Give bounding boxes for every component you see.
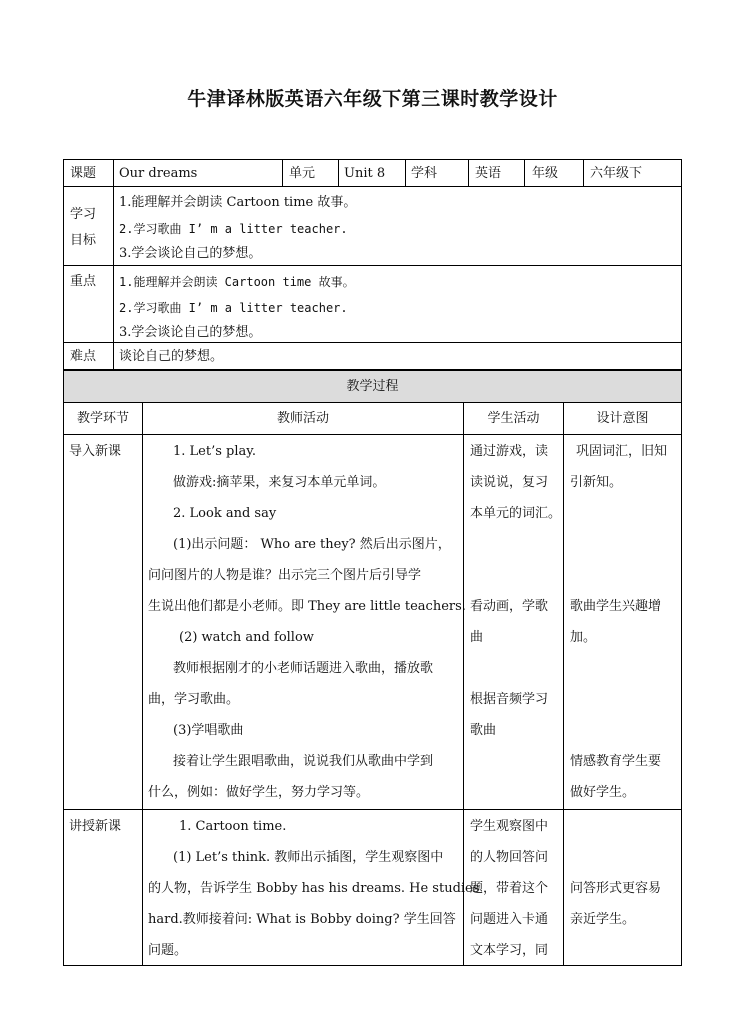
student-line: 本单元的词汇。 (470, 506, 562, 521)
cell-key-points (113, 265, 682, 343)
label-objectives-2: 目标 (70, 233, 97, 248)
student-activity-cell (463, 434, 564, 810)
topic-value: Our dreams (119, 166, 198, 181)
cell-label-key-points (63, 265, 114, 343)
label-objectives-1: 学习 (70, 207, 97, 222)
objective-item: 3.学会谈论自己的梦想。 (119, 246, 262, 261)
student-activity-cell (463, 809, 564, 966)
key-point-item: 3.学会谈论自己的梦想。 (119, 325, 262, 340)
teacher-line: 什么，例如：做好学生，努力学习等。 (148, 785, 370, 800)
stage-label: 导入新课 (69, 444, 122, 459)
teacher-line: 2. Look and say (173, 506, 277, 521)
cell-label-unit (282, 159, 339, 187)
cell-label-topic (63, 159, 114, 187)
intent-line: 歌曲学生兴趣增 (570, 599, 662, 614)
objective-item: 2.学习歌曲 I’ m a litter teacher. (119, 222, 348, 236)
key-point-item: 2.学习歌曲 I’ m a litter teacher. (119, 301, 348, 315)
intent-line: 亲近学生。 (570, 912, 636, 927)
stage-label: 讲授新课 (69, 819, 122, 834)
design-intent-cell (563, 434, 682, 810)
header-student-text: 学生活动 (487, 411, 540, 426)
teacher-line: hard.教师接着问: What is Bobby doing? 学生回答 (148, 912, 456, 927)
objective-item: 1.能理解并会朗读 Cartoon time 故事。 (119, 195, 357, 210)
teacher-activity-cell (142, 809, 480, 966)
cell-difficulty (113, 342, 682, 370)
teacher-line: 1. Let’s play. (173, 444, 257, 459)
process-banner (63, 370, 682, 403)
teacher-line: (1)出示问题： Who are they? 然后出示图片， (173, 537, 451, 552)
cell-objectives (113, 186, 682, 266)
header-teacher (142, 402, 464, 435)
teacher-line: 问问图片的人物是谁？出示完三个图片后引导学 (148, 568, 422, 583)
student-line: 学生观察图中 (470, 819, 549, 834)
cell-label-difficulty (63, 342, 114, 370)
student-line: 歌曲 (470, 723, 497, 738)
intent-line: 加。 (570, 630, 597, 645)
intent-line: 问答形式更容易 (570, 881, 662, 896)
header-stage-text: 教学环节 (76, 411, 129, 426)
teacher-line: 生说出他们都是小老师。即 They are little teachers. (148, 599, 466, 614)
grade-value: 六年级下 (590, 166, 643, 181)
cell-label-objectives (63, 186, 114, 266)
label-key-points: 重点 (70, 274, 97, 289)
student-line: 的人物回答问 (470, 850, 549, 865)
page-title: 牛津译林版英语六年级下第三课时教学设计 (187, 88, 558, 110)
teacher-line: 的人物，告诉学生 Bobby has his dreams. He studies (148, 881, 480, 896)
student-line: 根据音频学习 (470, 692, 549, 707)
label-grade: 年级 (532, 166, 559, 181)
teacher-line: 1. Cartoon time. (179, 819, 287, 834)
cell-label-subject (405, 159, 469, 187)
label-subject: 学科 (411, 166, 438, 181)
teacher-line: 曲，学习歌曲。 (148, 692, 240, 707)
student-line: 题，带着这个 (470, 881, 549, 896)
unit-value: Unit 8 (344, 166, 386, 181)
label-unit: 单元 (289, 166, 316, 181)
intent-line: 做好学生。 (570, 785, 636, 800)
teacher-line: 问题。 (148, 943, 188, 958)
student-line: 看动画，学歌 (470, 599, 549, 614)
cell-topic (113, 159, 283, 187)
cell-grade (583, 159, 682, 187)
difficulty-text: 谈论自己的梦想。 (119, 349, 224, 364)
teacher-line: 教师根据刚才的小老师话题进入歌曲，播放歌 (173, 661, 434, 676)
header-intent-text: 设计意图 (596, 411, 649, 426)
stage-cell (63, 809, 143, 966)
stage-cell (63, 434, 143, 810)
student-line: 文本学习，同 (470, 943, 549, 958)
header-stage (63, 402, 143, 435)
key-point-item: 1.能理解并会朗读 Cartoon time 故事。 (119, 275, 355, 289)
student-line: 读说说，复习 (470, 475, 549, 490)
label-difficulty: 难点 (70, 349, 97, 364)
student-line: 曲 (470, 630, 484, 645)
teacher-line: (2) watch and follow (179, 630, 314, 645)
teacher-line: (1) Let’s think. 教师出示插图，学生观察图中 (173, 850, 444, 865)
header-intent (563, 402, 682, 435)
student-line: 通过游戏，读 (470, 444, 549, 459)
teacher-line: 做游戏:摘苹果，来复习本单元单词。 (173, 475, 386, 490)
process-banner-text: 教学过程 (346, 379, 399, 394)
label-topic: 课题 (70, 166, 97, 181)
cell-label-grade (524, 159, 584, 187)
student-line: 问题进入卡通 (470, 912, 549, 927)
intent-line: 巩固词汇，旧知 (576, 444, 668, 459)
cell-subject (468, 159, 525, 187)
intent-line: 引新知。 (570, 475, 623, 490)
teacher-line: (3)学唱歌曲 (173, 723, 244, 738)
intent-line: 情感教育学生要 (570, 754, 662, 769)
subject-value: 英语 (475, 166, 502, 181)
teacher-line: 接着让学生跟唱歌曲，说说我们从歌曲中学到 (173, 754, 434, 769)
header-student (463, 402, 564, 435)
header-teacher-text: 教师活动 (276, 411, 329, 426)
design-intent-cell (563, 809, 682, 966)
teacher-activity-cell (142, 434, 464, 810)
cell-unit (338, 159, 406, 187)
